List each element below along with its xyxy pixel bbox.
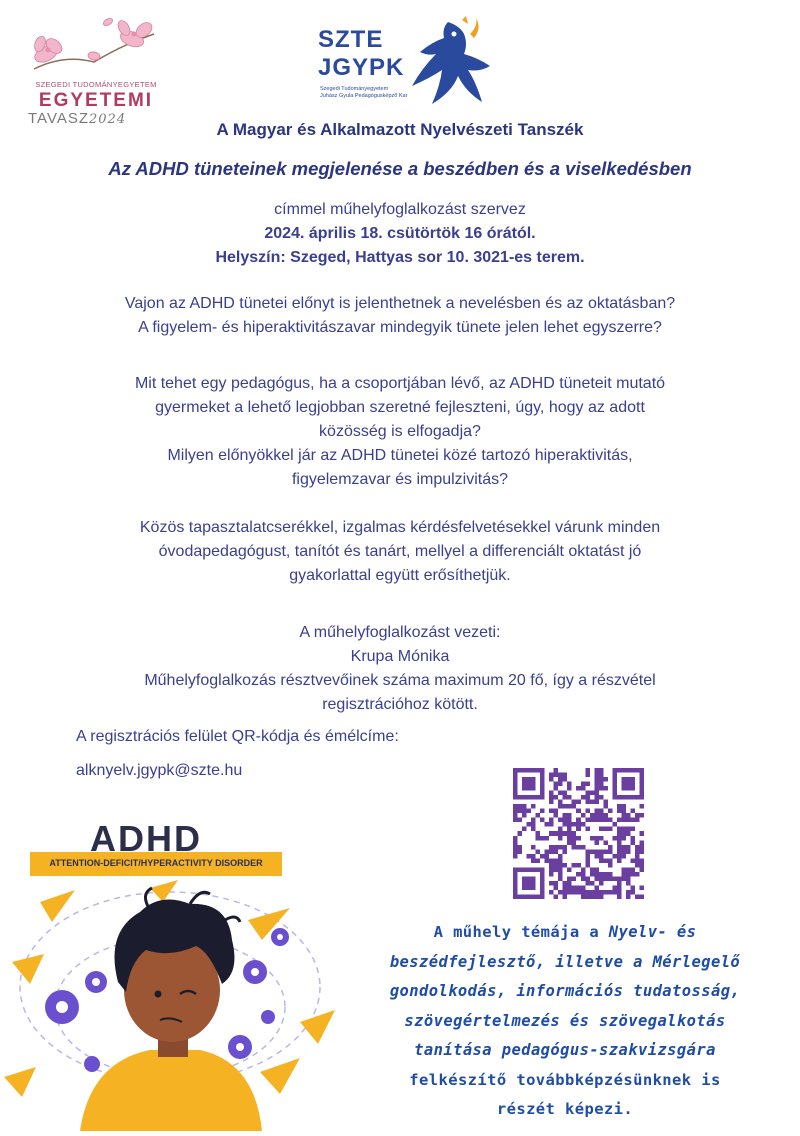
magnolia-flowers-icon <box>24 14 164 84</box>
logo-faculty-name: Szegedi Tudományegyetem Juhász Gyula Pedagógusképző Kar <box>320 86 408 99</box>
adhd-subtitle: ATTENTION-DEFICIT/HYPERACTIVITY DISORDER <box>49 858 263 868</box>
participant-limit-line: regisztrációhoz kötött. <box>322 696 478 713</box>
footer-line: szövegértelmezés és szövegalkotás <box>404 1011 726 1030</box>
footer-line: felkészítő továbbképzésünknek is <box>409 1070 721 1089</box>
paragraph-line: Milyen előnyökkel jár az ADHD tünetei közé tartozó hiperaktivitás, <box>167 447 633 464</box>
adhd-illustration <box>0 812 345 1131</box>
invitation-paragraph <box>40 516 760 588</box>
footer-line: tanítása pedagógus-szakvizsgára <box>414 1041 716 1059</box>
intro-line: címmel műhelyfoglalkozást szervez <box>274 201 526 218</box>
leader-label: A műhelyfoglalkozást vezeti: <box>299 624 501 641</box>
paragraph-line: Közös tapasztalatcserékkel, izgalmas kérdésfelvetésekkel várunk minden <box>139 519 661 536</box>
logo-egyetemi: EGYETEMI <box>38 90 154 111</box>
paragraph-line: gyakorlattal együtt erősíthetjük. <box>289 567 511 584</box>
department-title: A Magyar és Alkalmazott Nyelvészeti Tanszék <box>216 120 584 139</box>
paragraph-line: óvodapedagógust, tanítót és tanárt, mellyel a differenciált oktatást jó <box>158 543 642 560</box>
footer-line: beszédfejlesztő, illetve a Mérlegelő <box>389 952 741 971</box>
eagle-emblem-icon <box>402 16 494 116</box>
registration-qr-code[interactable] <box>513 768 644 899</box>
question-paragraph-1 <box>40 292 760 340</box>
participant-limit-line: Műhelyfoglalkozás résztvevőinek száma maximum 20 fő, így a részvétel <box>144 672 656 689</box>
adhd-heading: ADHD <box>90 818 202 859</box>
logo-szte: SZTE <box>318 26 384 53</box>
logo-university-name: SZEGEDI TUDOMÁNYEGYETEM <box>35 80 157 89</box>
paragraph-line: Vajon az ADHD tünetei előnyt is jelenthetnek a nevelésben és az oktatásban? <box>124 295 676 312</box>
event-date: 2024. április 18. csütörtök 16 órától. <box>264 225 536 242</box>
szte-jgypk-logo <box>318 16 493 116</box>
question-paragraph-2 <box>40 372 760 492</box>
registration-email[interactable]: alknyelv.jgypk@szte.hu <box>76 762 243 779</box>
intro-block <box>40 198 760 270</box>
paragraph-line: Mit tehet egy pedagógus, ha a csoportjában lévő, az ADHD tüneteit mutató <box>134 375 666 392</box>
footer-line: A műhely témája a Nyelv- és <box>433 923 697 941</box>
paragraph-line: közösség is elfogadja? <box>319 423 481 440</box>
egyetemi-tavasz-logo <box>24 14 164 127</box>
event-place: Helyszín: Szeged, Hattyas sor 10. 3021-es terem. <box>215 249 585 266</box>
logo-tavasz: TAVASZ2024 <box>28 110 127 127</box>
workshop-topic-title: Az ADHD tüneteinek megjelenése a beszédben és a viselkedésben <box>108 158 692 179</box>
footer-note <box>330 918 800 1125</box>
footer-line: gondolkodás, információs tudatosság, <box>389 982 741 1000</box>
leader-name: Krupa Mónika <box>350 648 450 665</box>
paragraph-line: gyermeket a lehető legjobban szeretné fejleszteni, úgy, hogy az adott <box>155 399 645 416</box>
paragraph-line: figyelemzavar és impulzivitás? <box>291 471 509 488</box>
registration-label: A regisztrációs felület QR-kódja és émélcíme: <box>76 728 399 745</box>
footer-line: részét képezi. <box>496 1100 634 1118</box>
paragraph-line: A figyelem- és hiperaktivitászavar mindegyik tünete jelen lehet egyszerre? <box>138 319 662 336</box>
logo-jgypk: JGYPK <box>318 54 405 81</box>
leader-block <box>40 621 760 717</box>
